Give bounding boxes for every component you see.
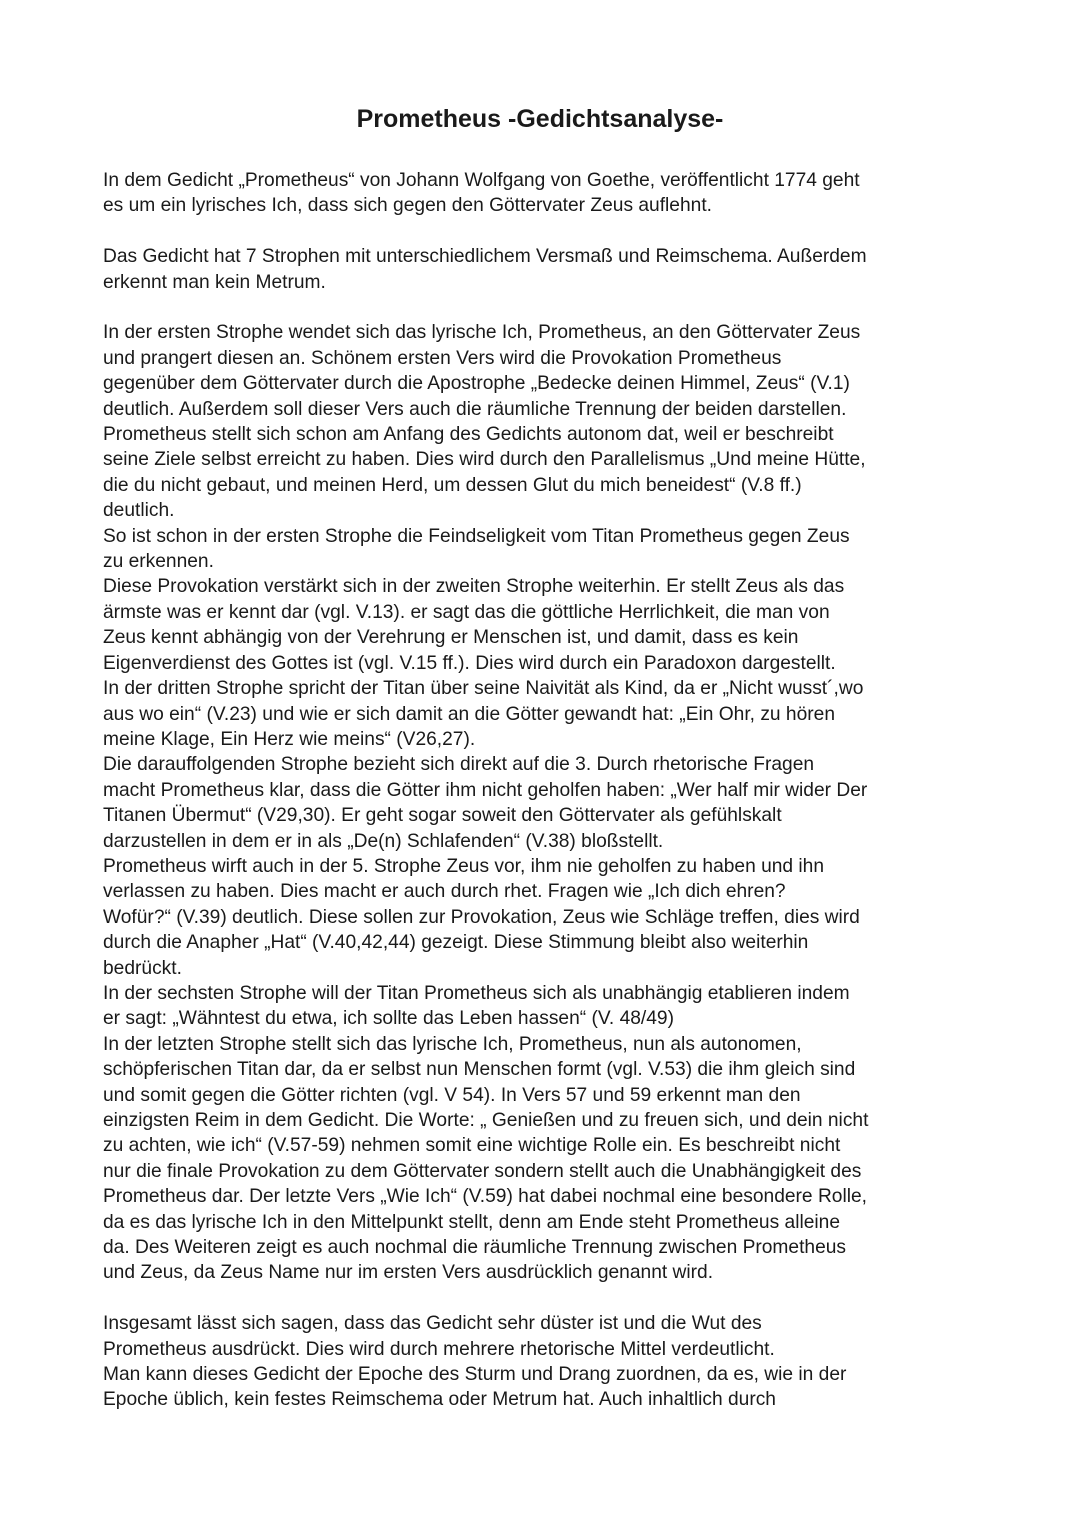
text-line: gegenüber dem Göttervater durch die Apostrophe „Bedecke deinen Himmel, Zeus“ (V.1) (103, 373, 850, 395)
text-line: er sagt: „Wähntest du etwa, ich sollte das Leben hassen“ (V. 48/49) (103, 1008, 674, 1030)
text-line: erkennt man kein Metrum. (103, 271, 326, 293)
text-line: In der dritten Strophe spricht der Titan über seine Naivität als Kind, da er „Nicht wusst´,wo (103, 678, 864, 700)
text-line: In der ersten Strophe wendet sich das lyrische Ich, Prometheus, an den Göttervater Zeus (103, 322, 861, 344)
paragraph-gap (103, 219, 983, 244)
text-line: da. Des Weiteren zeigt es auch nochmal die räumliche Trennung zwischen Prometheus (103, 1237, 847, 1259)
text-line: bedrückt. (103, 957, 182, 979)
text-line: Das Gedicht hat 7 Strophen mit unterschiedlichem Versmaß und Reimschema. Außerdem (103, 246, 867, 268)
text-line: zu erkennen. (103, 551, 214, 573)
text-line: schöpferischen Titan dar, da er selbst nun Menschen formt (vgl. V.53) die ihm gleich sind (103, 1059, 856, 1081)
text-line: Zeus kennt abhängig von der Verehrung er Menschen ist, und damit, dass es kein (103, 627, 799, 649)
text-line: Prometheus dar. Der letzte Vers „Wie Ich“ (V.59) hat dabei nochmal eine besondere Rolle, (103, 1186, 867, 1208)
text-line: nur die finale Provokation zu dem Göttervater sondern stellt auch die Unabhängigkeit des (103, 1160, 862, 1182)
text-line: meine Klage, Ein Herz wie meins“ (V26,27). (103, 728, 476, 750)
paragraph (103, 320, 983, 1285)
text-line: da es das lyrische Ich in den Mittelpunkt stellt, denn am Ende steht Prometheus alleine (103, 1211, 840, 1233)
text-line: Epoche üblich, kein festes Reimschema oder Metrum hat. Auch inhaltlich durch (103, 1389, 776, 1411)
paragraph-gap (103, 1286, 983, 1311)
text-line: die du nicht gebaut, und meinen Herd, um dessen Glut du mich beneidest“ (V.8 ff.) (103, 474, 802, 496)
text-line: So ist schon in der ersten Strophe die Feindseligkeit vom Titan Prometheus gegen Zeus (103, 525, 850, 547)
text-line: deutlich. Außerdem soll dieser Vers auch die räumliche Trennung der beiden darstellen. (103, 398, 847, 420)
text-line: darzustellen in dem er in als „De(n) Schlafenden“ (V.38) bloßstellt. (103, 830, 664, 852)
paragraph (103, 244, 983, 295)
text-line: Prometheus wirft auch in der 5. Strophe Zeus vor, ihm nie geholfen zu haben und ihn (103, 855, 825, 877)
text-line: Wofür?“ (V.39) deutlich. Diese sollen zur Provokation, Zeus wie Schläge treffen, dies wird (103, 906, 860, 928)
paragraph (103, 1311, 983, 1413)
text-line: Titanen Übermut“ (V29,30). Er geht sogar soweit den Göttervater als gefühlskalt (103, 805, 782, 827)
text-line: verlassen zu haben. Dies macht er auch durch rhet. Fragen wie „Ich dich ehren? (103, 881, 786, 903)
text-line: seine Ziele selbst erreicht zu haben. Dies wird durch den Parallelismus „Und meine Hütte, (103, 449, 866, 471)
text-line: In der sechsten Strophe will der Titan Prometheus sich als unabhängig etablieren indem (103, 982, 850, 1004)
text-line: und Zeus, da Zeus Name nur im ersten Vers ausdrücklich genannt wird. (103, 1262, 714, 1284)
text-line: Die darauffolgenden Strophe bezieht sich direkt auf die 3. Durch rhetorische Fragen (103, 754, 815, 776)
text-line: deutlich. (103, 500, 175, 522)
text-line: Diese Provokation verstärkt sich in der zweiten Strophe weiterhin. Er stellt Zeus als das (103, 576, 845, 598)
text-line: Prometheus stellt sich schon am Anfang des Gedichts autonom dat, weil er beschreibt (103, 424, 834, 446)
document-title: Prometheus -Gedichtsanalyse- (356, 105, 724, 133)
text-line: zu achten, wie ich“ (V.57-59) nehmen somit eine wichtige Rolle ein. Es beschreibt nicht (103, 1135, 841, 1157)
text-line: Prometheus ausdrückt. Dies wird durch mehrere rhetorische Mittel verdeutlicht. (103, 1338, 775, 1360)
text-line: macht Prometheus klar, dass die Götter ihm nicht geholfen haben: „Wer half mir wider Der (103, 779, 868, 801)
paragraph (103, 168, 983, 219)
text-line: durch die Anapher „Hat“ (V.40,42,44) gezeigt. Diese Stimmung bleibt also weiterhin (103, 932, 809, 954)
text-line: einzigsten Reim in dem Gedicht. Die Worte: „ Genießen und zu freuen sich, und dein nicht (103, 1110, 869, 1131)
document-body (103, 168, 983, 1413)
text-line: ärmste was er kennt dar (vgl. V.13). er sagt das die göttliche Herrlichkeit, die man von (103, 601, 830, 623)
paragraph-gap (103, 295, 983, 320)
text-line: In der letzten Strophe stellt sich das lyrische Ich, Prometheus, nun als autonomen, (103, 1033, 802, 1055)
text-line: Eigenverdienst des Gottes ist (vgl. V.15 ff.). Dies wird durch ein Paradoxon dargestellt. (103, 652, 836, 674)
text-line: In dem Gedicht „Prometheus“ von Johann Wolfgang von Goethe, veröffentlicht 1774 geht (103, 170, 860, 191)
text-line: und prangert diesen an. Schönem ersten Vers wird die Provokation Prometheus (103, 347, 782, 369)
text-line: Man kann dieses Gedicht der Epoche des Sturm und Drang zuordnen, da es, wie in der (103, 1364, 847, 1386)
text-line: aus wo ein“ (V.23) und wie er sich damit an die Götter gewandt hat: „Ein Ohr, zu hören (103, 703, 836, 725)
text-line: und somit gegen die Götter richten (vgl. V 54). In Vers 57 und 59 erkennt man den (103, 1084, 801, 1106)
text-line: es um ein lyrisches Ich, dass sich gegen den Göttervater Zeus auflehnt. (103, 195, 712, 217)
text-line: Insgesamt lässt sich sagen, dass das Gedicht sehr düster ist und die Wut des (103, 1313, 762, 1335)
